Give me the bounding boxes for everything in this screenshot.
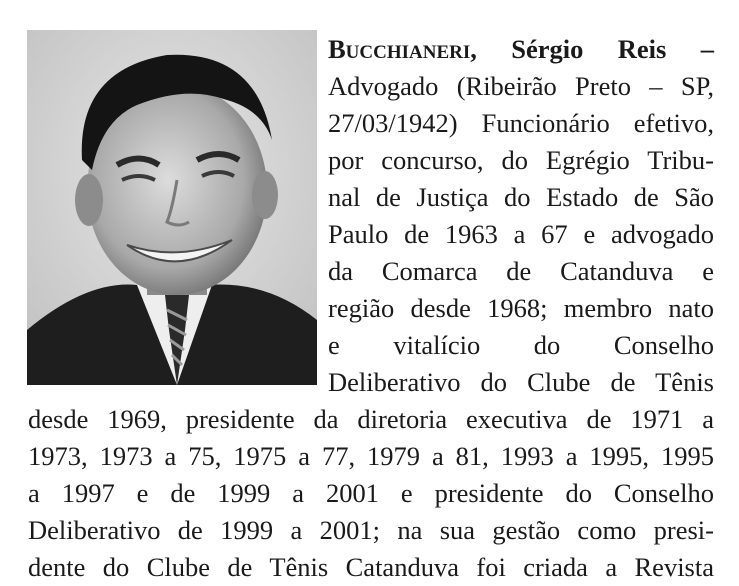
entry-text-line: Deliberativo do Clube de Tênis [328,367,714,397]
entry-text-line: Paulo de 1963 a 67 e advogado [328,219,714,249]
entry-text-line: e vitalício do Conselho [328,330,714,360]
entry-dash: – [700,34,714,64]
entry-text-line: da Comarca de Catanduva e [328,256,714,286]
portrait-illustration [27,30,317,385]
entry-text-line: região desde 1968; membro nato [328,293,714,323]
entry-surname: Bucchianeri, [328,34,477,64]
entry-text-line: a 1997 e de 1999 a 2001 e presidente do Conselho [28,478,714,508]
entry-heading-line [328,31,714,68]
entry-text-line: Advogado (Ribeirão Preto – SP, [328,71,714,101]
entry-text-line: desde 1969, presidente da diretoria executiva de 1971 a [28,404,714,434]
portrait-photo [27,30,317,385]
entry-text-line: por concurso, do Egrégio Tribu- [328,145,714,175]
entry-given-names: Sérgio Reis [511,34,667,64]
entry-text-line: 1973, 1973 a 75, 1975 a 77, 1979 a 81, 1993 a 1995, 1995 [28,441,714,471]
entry-text-line: 27/03/1942) Funcionário efetivo, [328,108,714,138]
entry-text-line: nal de Justiça do Estado de São [328,182,714,212]
entry-text-line: dente do Clube de Tênis Catanduva foi criada a Revista [28,552,714,582]
entry-text-line: Deliberativo de 1999 a 2001; na sua gestão como presi- [28,515,714,545]
